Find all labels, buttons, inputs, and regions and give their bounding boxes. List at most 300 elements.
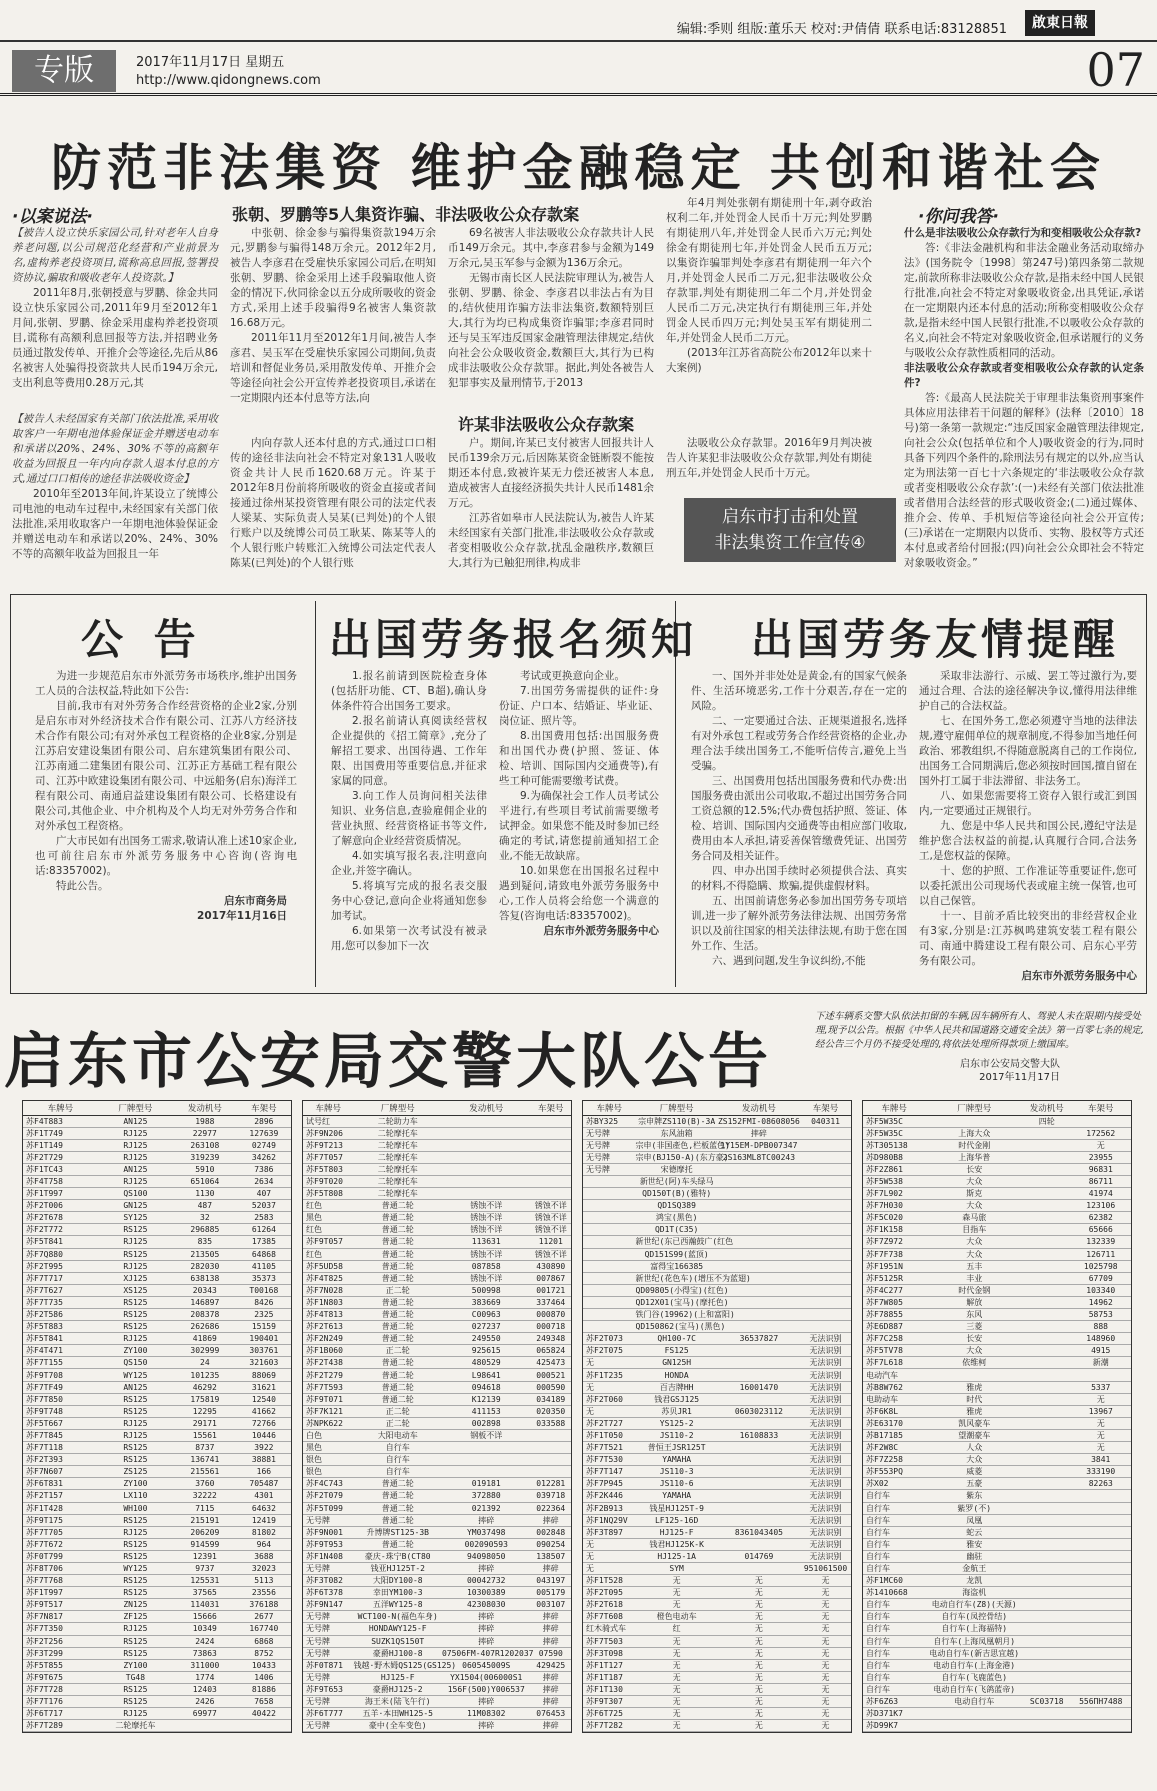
table-cell: 苏F9T517 (23, 1599, 98, 1611)
table-cell (718, 1442, 800, 1454)
table-cell: 鸿宝(黑色) (636, 1212, 718, 1224)
case2-text: 2010年至2013年间,许某设立了统博公司电池的电动车过程中,未经国家有关部门依法批准,采用收取客户一年期电池体验保证金并赠送电动车和承诺以20%、24%、30%不等的高额年收益为回报且一年 (12, 488, 218, 560)
table-cell: 试号红 (303, 1115, 353, 1127)
newspaper-logo: 啟東日報 (1025, 10, 1095, 36)
table-cell (1023, 1720, 1070, 1732)
table-row (863, 1417, 1131, 1429)
table-cell (800, 1248, 851, 1260)
table-cell: 52037 (237, 1200, 291, 1212)
table-cell: 苏F7T176 (23, 1696, 98, 1708)
table-cell: 302999 (173, 1345, 237, 1357)
table-cell (718, 1248, 800, 1260)
table-cell: 长安 (925, 1163, 1023, 1175)
table-cell (800, 1200, 851, 1212)
table-cell: 苏F2T073 (583, 1333, 636, 1345)
table-cell: 苏F1T235 (583, 1369, 636, 1381)
table-cell (1023, 1587, 1070, 1599)
table-cell (1070, 1683, 1131, 1695)
table-cell (442, 1188, 531, 1200)
table-cell (237, 1720, 291, 1732)
table-cell: 摔碎 (531, 1671, 572, 1683)
table-cell: 087858 (442, 1260, 531, 1272)
table-cell: 113631 (442, 1236, 531, 1248)
table-cell (1023, 1417, 1070, 1429)
table-cell: 苏F2T438 (303, 1357, 353, 1369)
table-cell: HONDA (636, 1369, 718, 1381)
table-cell: 9737 (173, 1562, 237, 1574)
table-cell (925, 1115, 1023, 1127)
table-cell: 苏F7T593 (303, 1381, 353, 1393)
table-cell: 苏F6T717 (23, 1708, 98, 1720)
table-row (23, 1587, 291, 1599)
table-row (863, 1635, 1131, 1647)
table-cell: 333190 (1070, 1466, 1131, 1478)
table-row (23, 1345, 291, 1357)
table-cell: 487 (173, 1200, 237, 1212)
table-row (583, 1248, 851, 1260)
table-cell: 15159 (237, 1321, 291, 1333)
table-cell: 73863 (173, 1647, 237, 1659)
table-cell (583, 1321, 636, 1333)
table-cell: 苏F5T883 (23, 1321, 98, 1333)
table-cell: 37565 (173, 1587, 237, 1599)
table-cell: 2424 (173, 1635, 237, 1647)
table-cell: 上海大众 (925, 1127, 1023, 1139)
table-row (863, 1659, 1131, 1671)
table-cell: 大众 (925, 1248, 1023, 1260)
table-cell: 苏F1TC43 (23, 1163, 98, 1175)
table-cell: RS125 (98, 1309, 173, 1321)
table-row (23, 1321, 291, 1333)
table-cell: 132339 (1070, 1236, 1131, 1248)
table-row (863, 1321, 1131, 1333)
table-cell: 无 (583, 1550, 636, 1562)
table-cell: RS125 (98, 1514, 173, 1526)
table-row (863, 1454, 1131, 1466)
table-cell (1023, 1127, 1070, 1139)
table-cell: 无法识别 (800, 1514, 851, 1526)
table-cell (800, 1188, 851, 1200)
table-cell: 苏F1T997 (23, 1587, 98, 1599)
table-row (303, 1321, 571, 1333)
table-cell (583, 1212, 636, 1224)
table-cell: 富得宝166385 (636, 1260, 718, 1272)
table-cell: 苏F4T471 (23, 1345, 98, 1357)
table-row (583, 1381, 851, 1393)
table-cell: RS125 (98, 1442, 173, 1454)
table-cell: 摔碎 (531, 1683, 572, 1695)
table-cell: QD12X01(宝马)(摩托色) (635, 1297, 729, 1307)
table-cell: 苏F5UD58 (303, 1260, 353, 1272)
table-cell: 锈蚀不详 (531, 1212, 572, 1224)
table-cell: 000870 (531, 1309, 572, 1321)
table-row (863, 1224, 1131, 1236)
table-cell: 苏F553PQ (863, 1466, 925, 1478)
table-row (23, 1357, 291, 1369)
remind-col2 (919, 669, 1137, 985)
table-cell: 3922 (237, 1442, 291, 1454)
table-row (863, 1442, 1131, 1454)
table-cell: 苏F9T057 (303, 1236, 353, 1248)
section-label: 专版 (12, 50, 116, 92)
apply-item: 8.出国费用包括:出国服务费和出国代办费(护照、签证、体检、培训、国际国内交通费等),有些工种可能需要缴考试费。 (499, 730, 659, 787)
table-row (23, 1115, 291, 1127)
table-cell: 自行车 (353, 1454, 442, 1466)
table-row (863, 1599, 1131, 1611)
case1-lead: 【被告人设立快乐家园公司,针对老年人自身养老问题,以公司规范化经营和产业前景为名,虚构养老投资项目,谎称高息回报,签署投资协议,骗取和吸收老年人投资款。】 (12, 227, 218, 284)
table-row (303, 1393, 571, 1405)
case1-source: (2013年江苏省高院公布2012年以来十大案例) (666, 347, 872, 374)
case2-text: 户。期间,许某已支付被害人回报共计人民币139余万元,后因陈某资金链断裂不能按期还本付息,致被许某无力偿还被害人本息,造成被害人直接经济损失共计人民币1481余万元。 (448, 437, 654, 509)
table-cell: 时代金刚 (925, 1139, 1023, 1151)
case2-text: 内向存款人还本付息的方式,通过口口相传的途径非法向社会不特定对象131人吸收资金共计人民币1620.68万元。许某于2012年8月份前将所吸收的资金直接或者间接通过徐州某投资管理有限公司的法定代表人梁某、实际负责人吴某(已判处)的个人银行账户以及统博公司员工耿某、陈某等人的个人银行账户转账汇入统博公司法定代表人陈某(已判处)的个人银行账 (230, 437, 436, 569)
table-cell: 86711 (1070, 1175, 1131, 1187)
table-row (23, 1272, 291, 1284)
table-row (303, 1659, 571, 1671)
notice-signature: 启东市商务局 (224, 895, 287, 907)
table-cell (442, 1151, 531, 1163)
table-cell: 自行车 (863, 1635, 925, 1647)
table-cell: RJ125 (98, 1708, 173, 1720)
table-cell (583, 1200, 636, 1212)
table-cell (583, 1309, 636, 1321)
table-cell: 430890 (531, 1260, 572, 1272)
table-cell: 41105 (237, 1260, 291, 1272)
table-cell: 苏F2T727 (583, 1417, 636, 1429)
table-cell: ZY100 (98, 1659, 173, 1671)
table-cell (1023, 1248, 1070, 1260)
table-cell: 大众 (925, 1200, 1023, 1212)
table-cell: 951061500 (800, 1562, 851, 1574)
table-cell: 苏F1T749 (23, 1127, 98, 1139)
table-cell: 16001470 (718, 1381, 800, 1393)
table-cell: RS125 (98, 1647, 173, 1659)
table-cell: 无 (636, 1575, 718, 1587)
table-cell: 摔碎 (442, 1635, 531, 1647)
table-cell: 36537827 (718, 1333, 800, 1345)
table-cell: 002090593 (442, 1538, 531, 1550)
table-cell (1023, 1236, 1070, 1248)
table-cell: 普通二轮 (353, 1393, 442, 1405)
table-cell: 五豪 (925, 1478, 1023, 1490)
table-cell: 豪爵HJ125-2 (353, 1683, 442, 1695)
table-cell: 二轮摩托车 (353, 1151, 442, 1163)
table-cell: 411153 (442, 1405, 531, 1417)
table-cell (800, 1212, 851, 1224)
table-row (583, 1163, 851, 1175)
table-cell (531, 1175, 572, 1187)
table-cell: 001721 (531, 1284, 572, 1296)
table-row (23, 1671, 291, 1683)
table-cell: 372880 (442, 1490, 531, 1502)
table-cell: 苏F2K446 (583, 1490, 636, 1502)
table-cell: 普通二轮 (353, 1357, 442, 1369)
table-cell: 206209 (173, 1526, 237, 1538)
case2-col1 (12, 412, 218, 580)
table-cell (718, 1284, 800, 1296)
table-cell: 摔碎 (531, 1623, 572, 1635)
table-cell: 无 (1070, 1393, 1131, 1405)
table-cell (718, 1163, 800, 1175)
table-cell: 升博牌ST125-3B (353, 1526, 442, 1538)
table-row (23, 1514, 291, 1526)
table-row (583, 1671, 851, 1683)
table-cell: 自行车 (863, 1514, 925, 1526)
website-url[interactable]: http://www.qidongnews.com (136, 73, 321, 88)
table-cell: 07590 (531, 1647, 572, 1659)
table-cell: 苏F3T897 (583, 1526, 636, 1538)
table-row (583, 1139, 851, 1151)
table-cell: 苏F5TV78 (863, 1345, 925, 1357)
table-row (583, 1345, 851, 1357)
table-cell: 无 (1070, 1417, 1131, 1429)
table-cell: 40422 (237, 1708, 291, 1720)
table-cell: WY125 (98, 1562, 173, 1574)
table-cell: 幸田YM100-3 (353, 1587, 442, 1599)
table-cell: 普通二轮 (353, 1538, 442, 1550)
table-cell: 2426 (173, 1696, 237, 1708)
column-header: 车牌号 (863, 1101, 925, 1115)
table-row (303, 1188, 571, 1200)
table-cell: 无 (1070, 1429, 1131, 1441)
table-cell: 苏F4T813 (303, 1309, 353, 1321)
table-cell: 090254 (531, 1538, 572, 1550)
table-cell (1023, 1175, 1070, 1187)
table-cell: 无号牌 (303, 1611, 353, 1623)
table-cell: 无 (636, 1671, 718, 1683)
case1-text: 2011年8月,张朝授意与罗鹏、徐金共同设立快乐家园公司,2011年9月至2012年1月间,张朝、罗鹏、徐金采用虚构养老投资项目,谎称有高额利息回报等方法,并招聘业务员通过散发传单、开推介会等途径,先后从86名被害人处骗得投资款共人民币194万余元,支出利息等费用0.28万元,其 (12, 287, 218, 389)
table-cell: 无 (800, 1708, 851, 1720)
table-cell: 苏F9T653 (303, 1683, 353, 1695)
table-cell: 42308030 (442, 1599, 531, 1611)
staff-credits: 编辑:季则 组版:董乐天 校对:尹倩倩 联系电话:83128851 (676, 22, 1007, 37)
table-row (863, 1671, 1131, 1683)
table-cell: 无号牌 (303, 1720, 353, 1732)
table-cell (1070, 1526, 1131, 1538)
table-row (23, 1526, 291, 1538)
table-cell: 自行车(飞鹿蓝色) (925, 1671, 1023, 1683)
table-cell: 无 (636, 1696, 718, 1708)
table-row (583, 1442, 851, 1454)
table-cell: 无号牌 (583, 1139, 636, 1151)
table-cell: 88069 (237, 1369, 291, 1381)
table-cell (1023, 1260, 1070, 1272)
table-cell (800, 1284, 851, 1296)
table-row (303, 1139, 571, 1151)
police-signature-date: 2017年11月17日 (979, 1072, 1060, 1083)
table-row (863, 1538, 1131, 1550)
table-row (303, 1405, 571, 1417)
table-cell: 021392 (442, 1502, 531, 1514)
table-cell: 无号牌 (303, 1647, 353, 1659)
table-row (863, 1127, 1131, 1139)
table-row (23, 1562, 291, 1574)
table-row (23, 1369, 291, 1381)
apply-item: 3.向工作人员询问相关法律知识、业务信息,查验雇佣企业的营业执照、经营资格证书等文件,了解意向企业经营资质情况。 (331, 790, 487, 847)
table-cell: 425473 (531, 1357, 572, 1369)
table-cell: 无 (636, 1683, 718, 1695)
table-cell (1070, 1708, 1131, 1720)
table-row (863, 1611, 1131, 1623)
table-cell (1023, 1454, 1070, 1466)
table-cell: 苏F7T350 (23, 1623, 98, 1635)
table-cell: 苏F9N147 (303, 1599, 353, 1611)
table-cell: 苏F2T256 (23, 1635, 98, 1647)
table-cell: 苏F2T079 (303, 1490, 353, 1502)
table-row (303, 1514, 571, 1526)
table-cell: 黑色 (303, 1442, 353, 1454)
remind-item: 十、您的护照、工作准证等重要证件,您可以委托派出公司现场代表或雇主统一保管,也可以自己保管。 (919, 865, 1137, 907)
table-cell: 自行车 (863, 1647, 925, 1659)
table-cell (1023, 1381, 1070, 1393)
table-cell: 白色 (303, 1429, 353, 1441)
table-cell: RS125 (98, 1696, 173, 1708)
table-cell: AN125 (98, 1115, 173, 1127)
table-cell: 11201 (531, 1236, 572, 1248)
table-cell: 苏F7F738 (863, 1248, 925, 1260)
table-cell: YM037498 (442, 1526, 531, 1538)
table-cell: 114031 (173, 1599, 237, 1611)
table-row (303, 1212, 571, 1224)
table-row (863, 1405, 1131, 1417)
table-cell: 摔碎 (531, 1696, 572, 1708)
case1-col2 (230, 226, 436, 404)
table-row (863, 1490, 1131, 1502)
table-cell (1023, 1405, 1070, 1417)
table-cell: 正二轮 (353, 1405, 442, 1417)
table-row (583, 1466, 851, 1478)
table-cell: 019181 (442, 1478, 531, 1490)
table-cell: 摔碎 (718, 1127, 800, 1139)
table-cell: 无 (800, 1635, 851, 1647)
table-row (23, 1236, 291, 1248)
table-cell: 蛇云 (925, 1526, 1023, 1538)
table-cell: 429425 (531, 1659, 572, 1671)
table-cell: 12403 (173, 1683, 237, 1695)
table-row (23, 1151, 291, 1163)
table-cell: 040311 (800, 1115, 851, 1127)
table-cell: 二轮摩托车 (353, 1139, 442, 1151)
table-cell: 无法识别 (800, 1381, 851, 1393)
table-cell: 普通二轮 (353, 1200, 442, 1212)
table-cell: QS100 (98, 1188, 173, 1200)
table-cell (718, 1454, 800, 1466)
table-cell (531, 1466, 572, 1478)
table-cell: 1130 (173, 1188, 237, 1200)
table-cell: 时代金钢 (925, 1284, 1023, 1296)
table-cell: 125531 (173, 1575, 237, 1587)
table-row (863, 1296, 1131, 1308)
page-headline: 防范非法集资 维护金融稳定 共创和谐社会 (51, 138, 1106, 197)
table-row (303, 1357, 571, 1369)
table-cell: 摔碎 (531, 1720, 572, 1732)
table-cell: RS125 (98, 1454, 173, 1466)
table-row (863, 1623, 1131, 1635)
table-cell (1070, 1623, 1131, 1635)
table-cell (531, 1454, 572, 1466)
table-cell: 普通二轮 (353, 1260, 442, 1272)
table-cell: RS125 (98, 1683, 173, 1695)
table-cell: 紫东 (925, 1490, 1023, 1502)
qa-question: 非法吸收公众存款或者变相吸收公众存款的认定条件? (904, 362, 1144, 389)
divider (315, 601, 316, 987)
table-cell: 无法识别 (800, 1466, 851, 1478)
table-cell: 苏F7T155 (23, 1357, 98, 1369)
table-cell: 锈蚀不详 (442, 1248, 531, 1260)
table-cell (1070, 1671, 1131, 1683)
table-cell: JS110-6 (636, 1478, 718, 1490)
remind-item: 二、一定要通过合法、正规渠道报名,选择有对外承包工程或劳务合作经营资格的企业,办理合法手续出国务工,不能听信传言,避免上当受骗。 (691, 715, 907, 772)
table-cell: 红色 (303, 1224, 353, 1236)
table-cell: 苏F7P945 (583, 1478, 636, 1490)
table-cell: 46292 (173, 1381, 237, 1393)
table-cell: 大众 (925, 1236, 1023, 1248)
table-cell: 苏贝JR1 (636, 1405, 718, 1417)
table-cell (442, 1127, 531, 1139)
table-cell: 苏F2B913 (583, 1502, 636, 1514)
table-cell: 苏F2T729 (23, 1151, 98, 1163)
table-cell: 大阳电动车 (353, 1429, 442, 1441)
table-cell: 苏F9T953 (303, 1538, 353, 1550)
table-row (863, 1188, 1131, 1200)
table-row (863, 1333, 1131, 1345)
table-cell: 苏F2T618 (583, 1599, 636, 1611)
table-row (303, 1224, 571, 1236)
table-cell: C00963 (442, 1309, 531, 1321)
table-cell (442, 1175, 531, 1187)
table-cell: 无 (636, 1587, 718, 1599)
table-cell: 148960 (1070, 1333, 1131, 1345)
table-cell: 正二轮 (353, 1345, 442, 1357)
table-row (23, 1538, 291, 1550)
table-cell: 32222 (173, 1490, 237, 1502)
table-cell: RJ125 (98, 1139, 173, 1151)
table-row (23, 1333, 291, 1345)
table-cell: 苏F2T060 (583, 1393, 636, 1405)
table-cell: 苏F7W805 (863, 1296, 925, 1308)
table-cell: 383669 (442, 1296, 531, 1308)
case1-text: 无锡市南长区人民法院审理认为,被告人张朝、罗鹏、徐金、李彦君以非法占有为目的,结伙使用诈骗方法非法集资,数额特别巨大,其行为均已构成集资诈骗罪;李彦君同时还与吴玉军违反国家金融管理法律规定,结伙向社会公众吸收资金,数额巨大,其行为已构成非法吸收公众存款罪。据此,判处各被告人犯罪事实及量刑情节,于2013 (448, 272, 654, 389)
table-cell: 正二轮 (353, 1284, 442, 1296)
table-cell: AN125 (98, 1381, 173, 1393)
table-row (583, 1647, 851, 1659)
table-row (23, 1309, 291, 1321)
table-cell (718, 1478, 800, 1490)
table-cell: RJ125 (98, 1260, 173, 1272)
case2-title: 许某非法吸收公众存款案 (458, 415, 635, 434)
table-cell: 苏F1T187 (583, 1671, 636, 1683)
table-cell: 苏F5T808 (303, 1188, 353, 1200)
table-cell: 无 (800, 1575, 851, 1587)
table-cell: 普通二轮 (353, 1296, 442, 1308)
table-cell (1023, 1442, 1070, 1454)
table-row (583, 1127, 851, 1139)
table-cell: 苏F9N001 (303, 1526, 353, 1538)
table-row (583, 1526, 851, 1538)
table-cell: 苏F6T378 (303, 1587, 353, 1599)
table-cell: 136741 (173, 1454, 237, 1466)
table-cell: 苏F7T728 (23, 1683, 98, 1695)
banner-line: 非法集资工作宣传④ (714, 533, 866, 553)
table-row (303, 1454, 571, 1466)
case2-lead: 【被告人未经国家有关部门依法批准,采用收取客户一年期电池体验保证金并赠送电动车和承诺以20%、24%、30%不等的高额年收益为回报且一年内向存款人退本付息的方式,通过口口相传的途径非法吸收资金】 (12, 413, 218, 485)
qa-column (904, 226, 1144, 586)
table-cell: 上海华普 (925, 1151, 1023, 1163)
table-cell: 无 (800, 1696, 851, 1708)
table-cell: ZS152FMI-08608056 (717, 1116, 800, 1126)
table-cell (718, 1175, 800, 1187)
table-cell: LX110 (98, 1490, 173, 1502)
